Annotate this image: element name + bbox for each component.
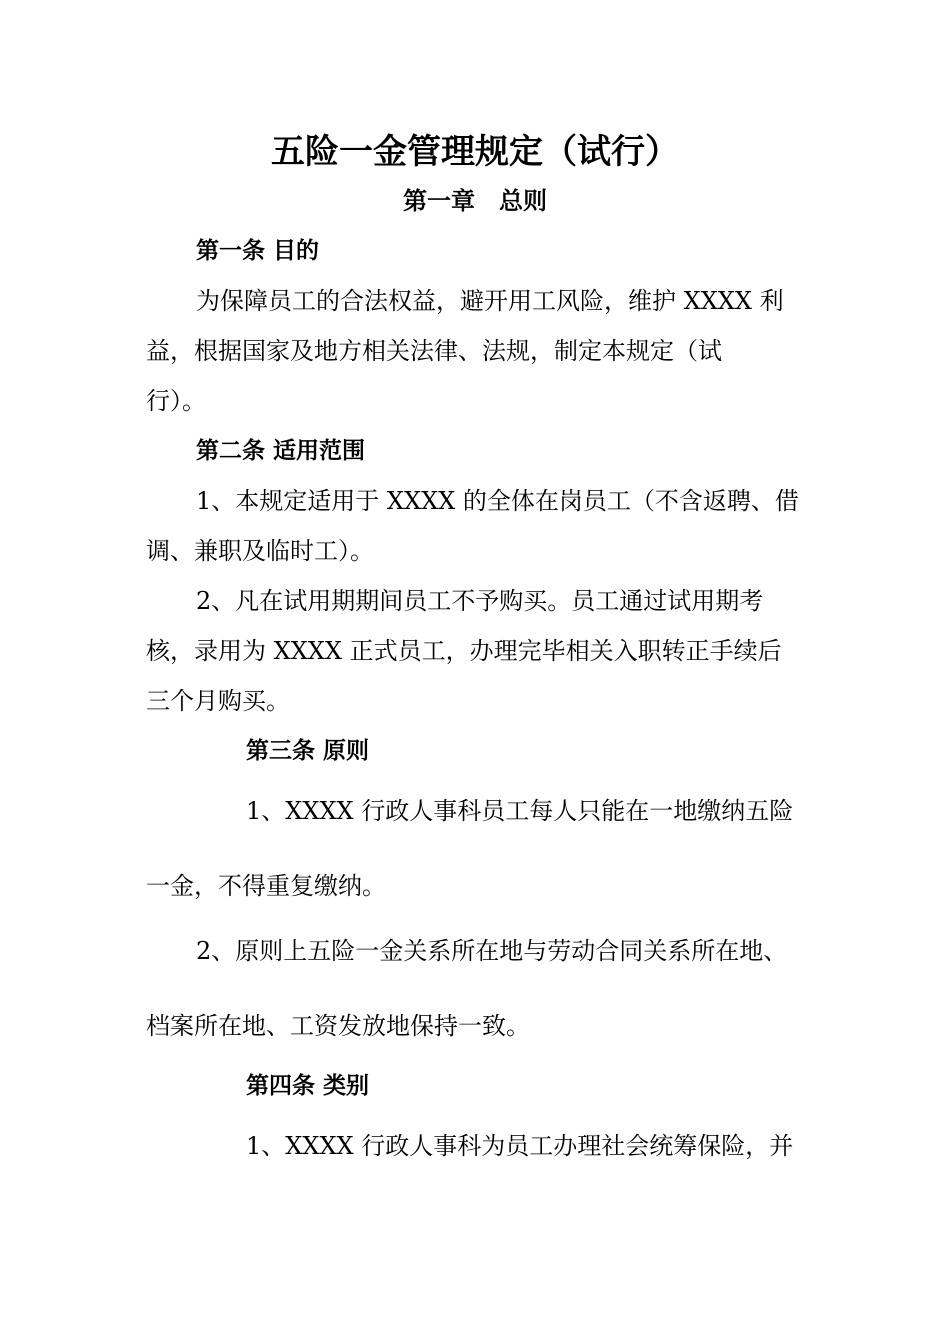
- paragraph-line: 三个月购买。: [146, 687, 290, 715]
- paragraph-line: 益，根据国家及地方相关法律、法规，制定本规定（试: [146, 337, 722, 365]
- paragraph-line: 一金，不得重复缴纳。: [146, 872, 386, 900]
- article-2-heading: 第二条 适用范围: [196, 438, 366, 464]
- document-title: 五险一金管理规定（试行）: [271, 132, 679, 172]
- article-3-heading: 第三条 原则: [246, 738, 370, 764]
- paragraph-line: 档案所在地、工资发放地保持一致。: [146, 1012, 530, 1040]
- paragraph-line: 2、原则上五险一金关系所在地与劳动合同关系所在地、: [196, 937, 788, 965]
- paragraph-line: 调、兼职及临时工）。: [146, 537, 374, 565]
- paragraph-line: 1、XXXX 行政人事科员工每人只能在一地缴纳五险: [246, 797, 794, 825]
- article-1-heading: 第一条 目的: [196, 238, 320, 264]
- paragraph-line: 1、XXXX 行政人事科为员工办理社会统筹保险，并: [246, 1132, 794, 1160]
- paragraph-line: 行）。: [146, 387, 206, 415]
- paragraph-line: 为保障员工的合法权益，避开用工风险，维护 XXXX 利: [196, 287, 784, 315]
- paragraph-line: 核，录用为 XXXX 正式员工，办理完毕相关入职转正手续后: [146, 637, 782, 665]
- chapter-heading: 第一章 总则: [403, 186, 547, 215]
- paragraph-line: 1、本规定适用于 XXXX 的全体在岗员工（不含返聘、借: [196, 487, 799, 515]
- article-4-heading: 第四条 类别: [246, 1073, 370, 1099]
- paragraph-line: 2、凡在试用期期间员工不予购买。员工通过试用期考: [196, 587, 764, 615]
